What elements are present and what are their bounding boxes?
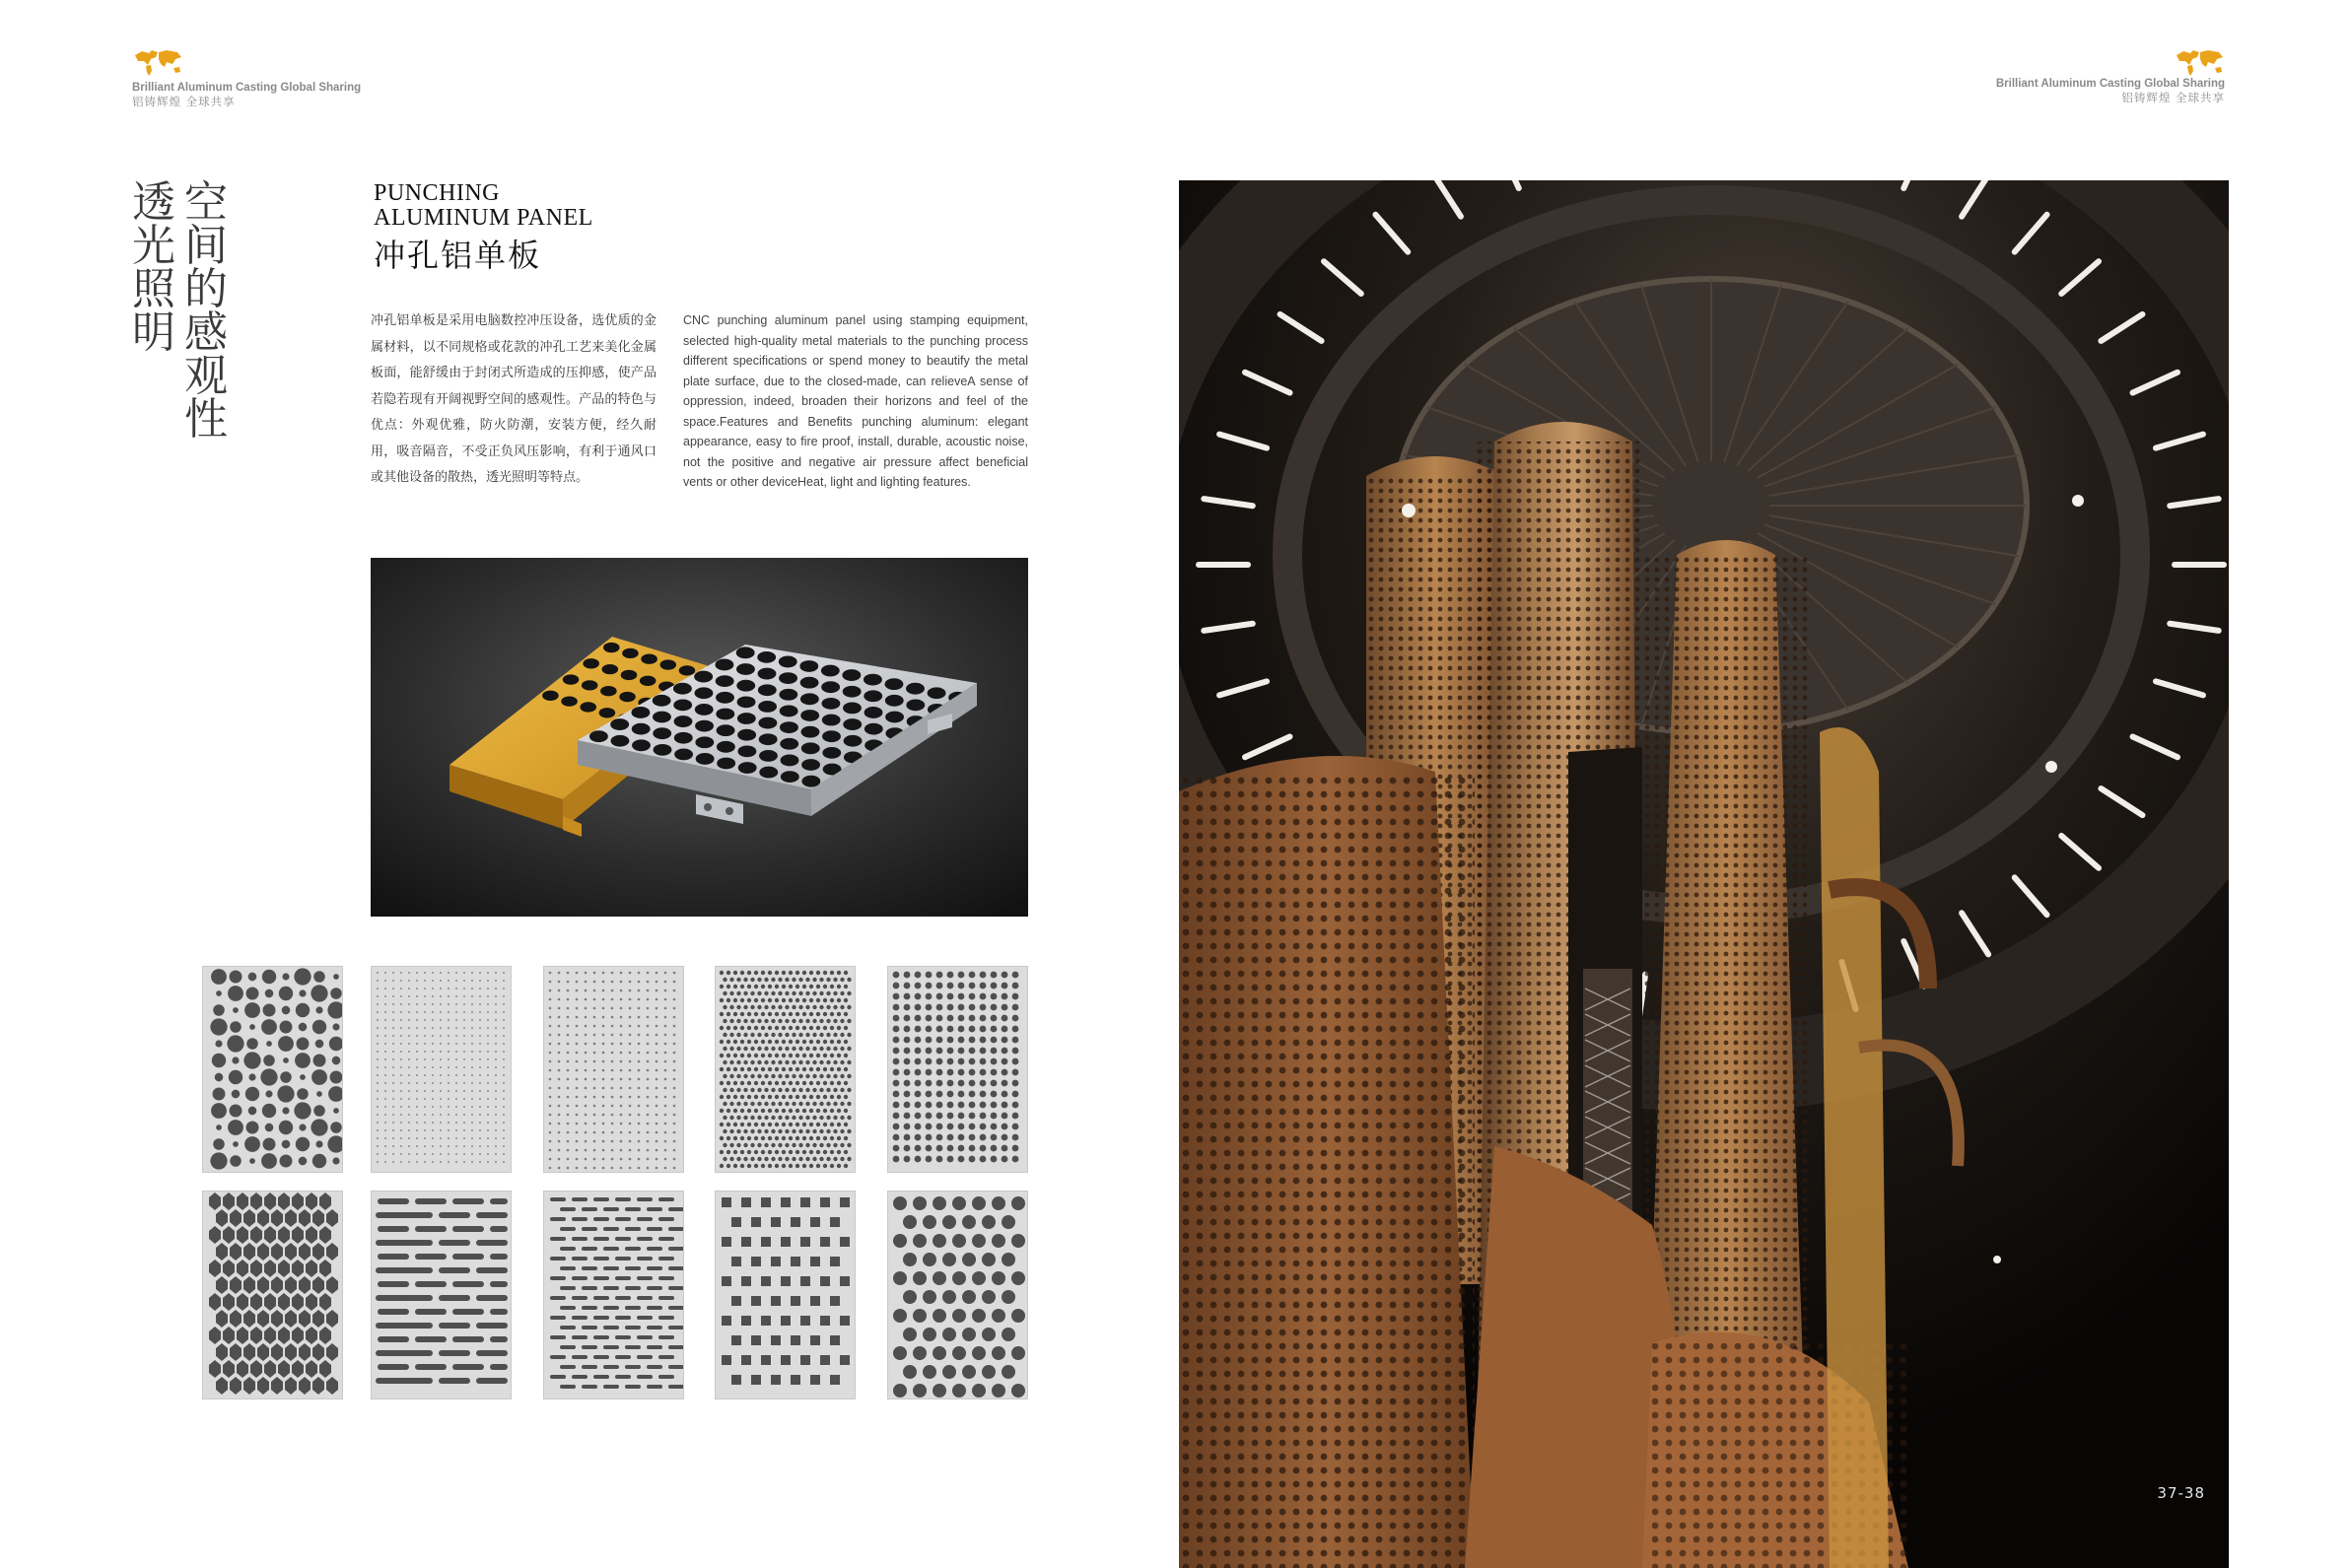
product-photo [371,558,1028,917]
title-chinese: 冲孔铝单板 [374,237,542,274]
slogan-char: 感 [184,307,228,358]
architecture-photo [1179,180,2229,1568]
slogan-column-right [181,177,231,444]
slogan-char: 性 [184,394,228,444]
slogan-char: 观 [184,351,228,401]
page-number: 37-38 [2157,1484,2205,1502]
pattern-sample [715,966,856,1173]
slogan-char: 明 [132,307,175,358]
pattern-sample [887,966,1028,1173]
description-english: CNC punching aluminum panel using stamping equipment, selected high-quality metal materials to the punching process different specifications or spend money to beautify the metal plate surface, due to the closed-made, can relieveA sense of oppression, indeed, broaden their horizons and feel of the space.Features and Benefits punching aluminum: elegant appearance, easy to fire proof, install, durable, acoustic noise, not the positive and negative air pressure affect beneficial vents or other deviceHeat, light and lighting features. [683,313,1028,489]
world-map-icon [132,47,183,77]
slogan-char: 光 [132,221,175,271]
brand-chinese: 铝铸辉煌 全球共享 [2121,91,2225,104]
pattern-sample [543,966,684,1173]
brand-chinese: 铝铸辉煌 全球共享 [132,95,236,108]
pattern-sample [371,966,512,1173]
brand-english: Brilliant Aluminum Casting Global Sharing [132,82,362,94]
brand-english: Brilliant Aluminum Casting Global Sharing [1995,78,2225,90]
slogan-char: 照 [132,264,175,314]
slogan-char: 透 [132,177,175,228]
title-line-2: ALUMINUM PANEL [374,205,593,231]
brand-logo-left [132,47,487,109]
world-map-icon [2174,47,2225,77]
title-line-1: PUNCHING [374,180,501,206]
pattern-sample [202,1191,343,1399]
slogan-column-left [129,177,178,358]
slogan-char: 间 [184,221,228,271]
pattern-sample [715,1191,856,1399]
slogan-char: 空 [184,177,228,228]
brand-logo-right [1870,47,2225,105]
slogan-char: 的 [184,264,228,314]
page-title [374,181,593,276]
pattern-sample [887,1191,1028,1399]
pattern-sample [543,1191,684,1399]
description-chinese: 冲孔铝单板是采用电脑数控冲压设备，选优质的金属材料，以不同规格或花款的冲孔工艺来美化金属板面，能舒缓由于封闭式所造成的压抑感，使产品若隐若现有开阔视野空间的感观性。产品的特色与优点：外观优雅，防火防潮，安装方便，经久耐用，吸音隔音，不受正负风压影响，有利于通风口或其他设备的散热，透光照明等特点。 [371,313,657,485]
pattern-sample [202,966,343,1173]
pattern-sample [371,1191,512,1399]
